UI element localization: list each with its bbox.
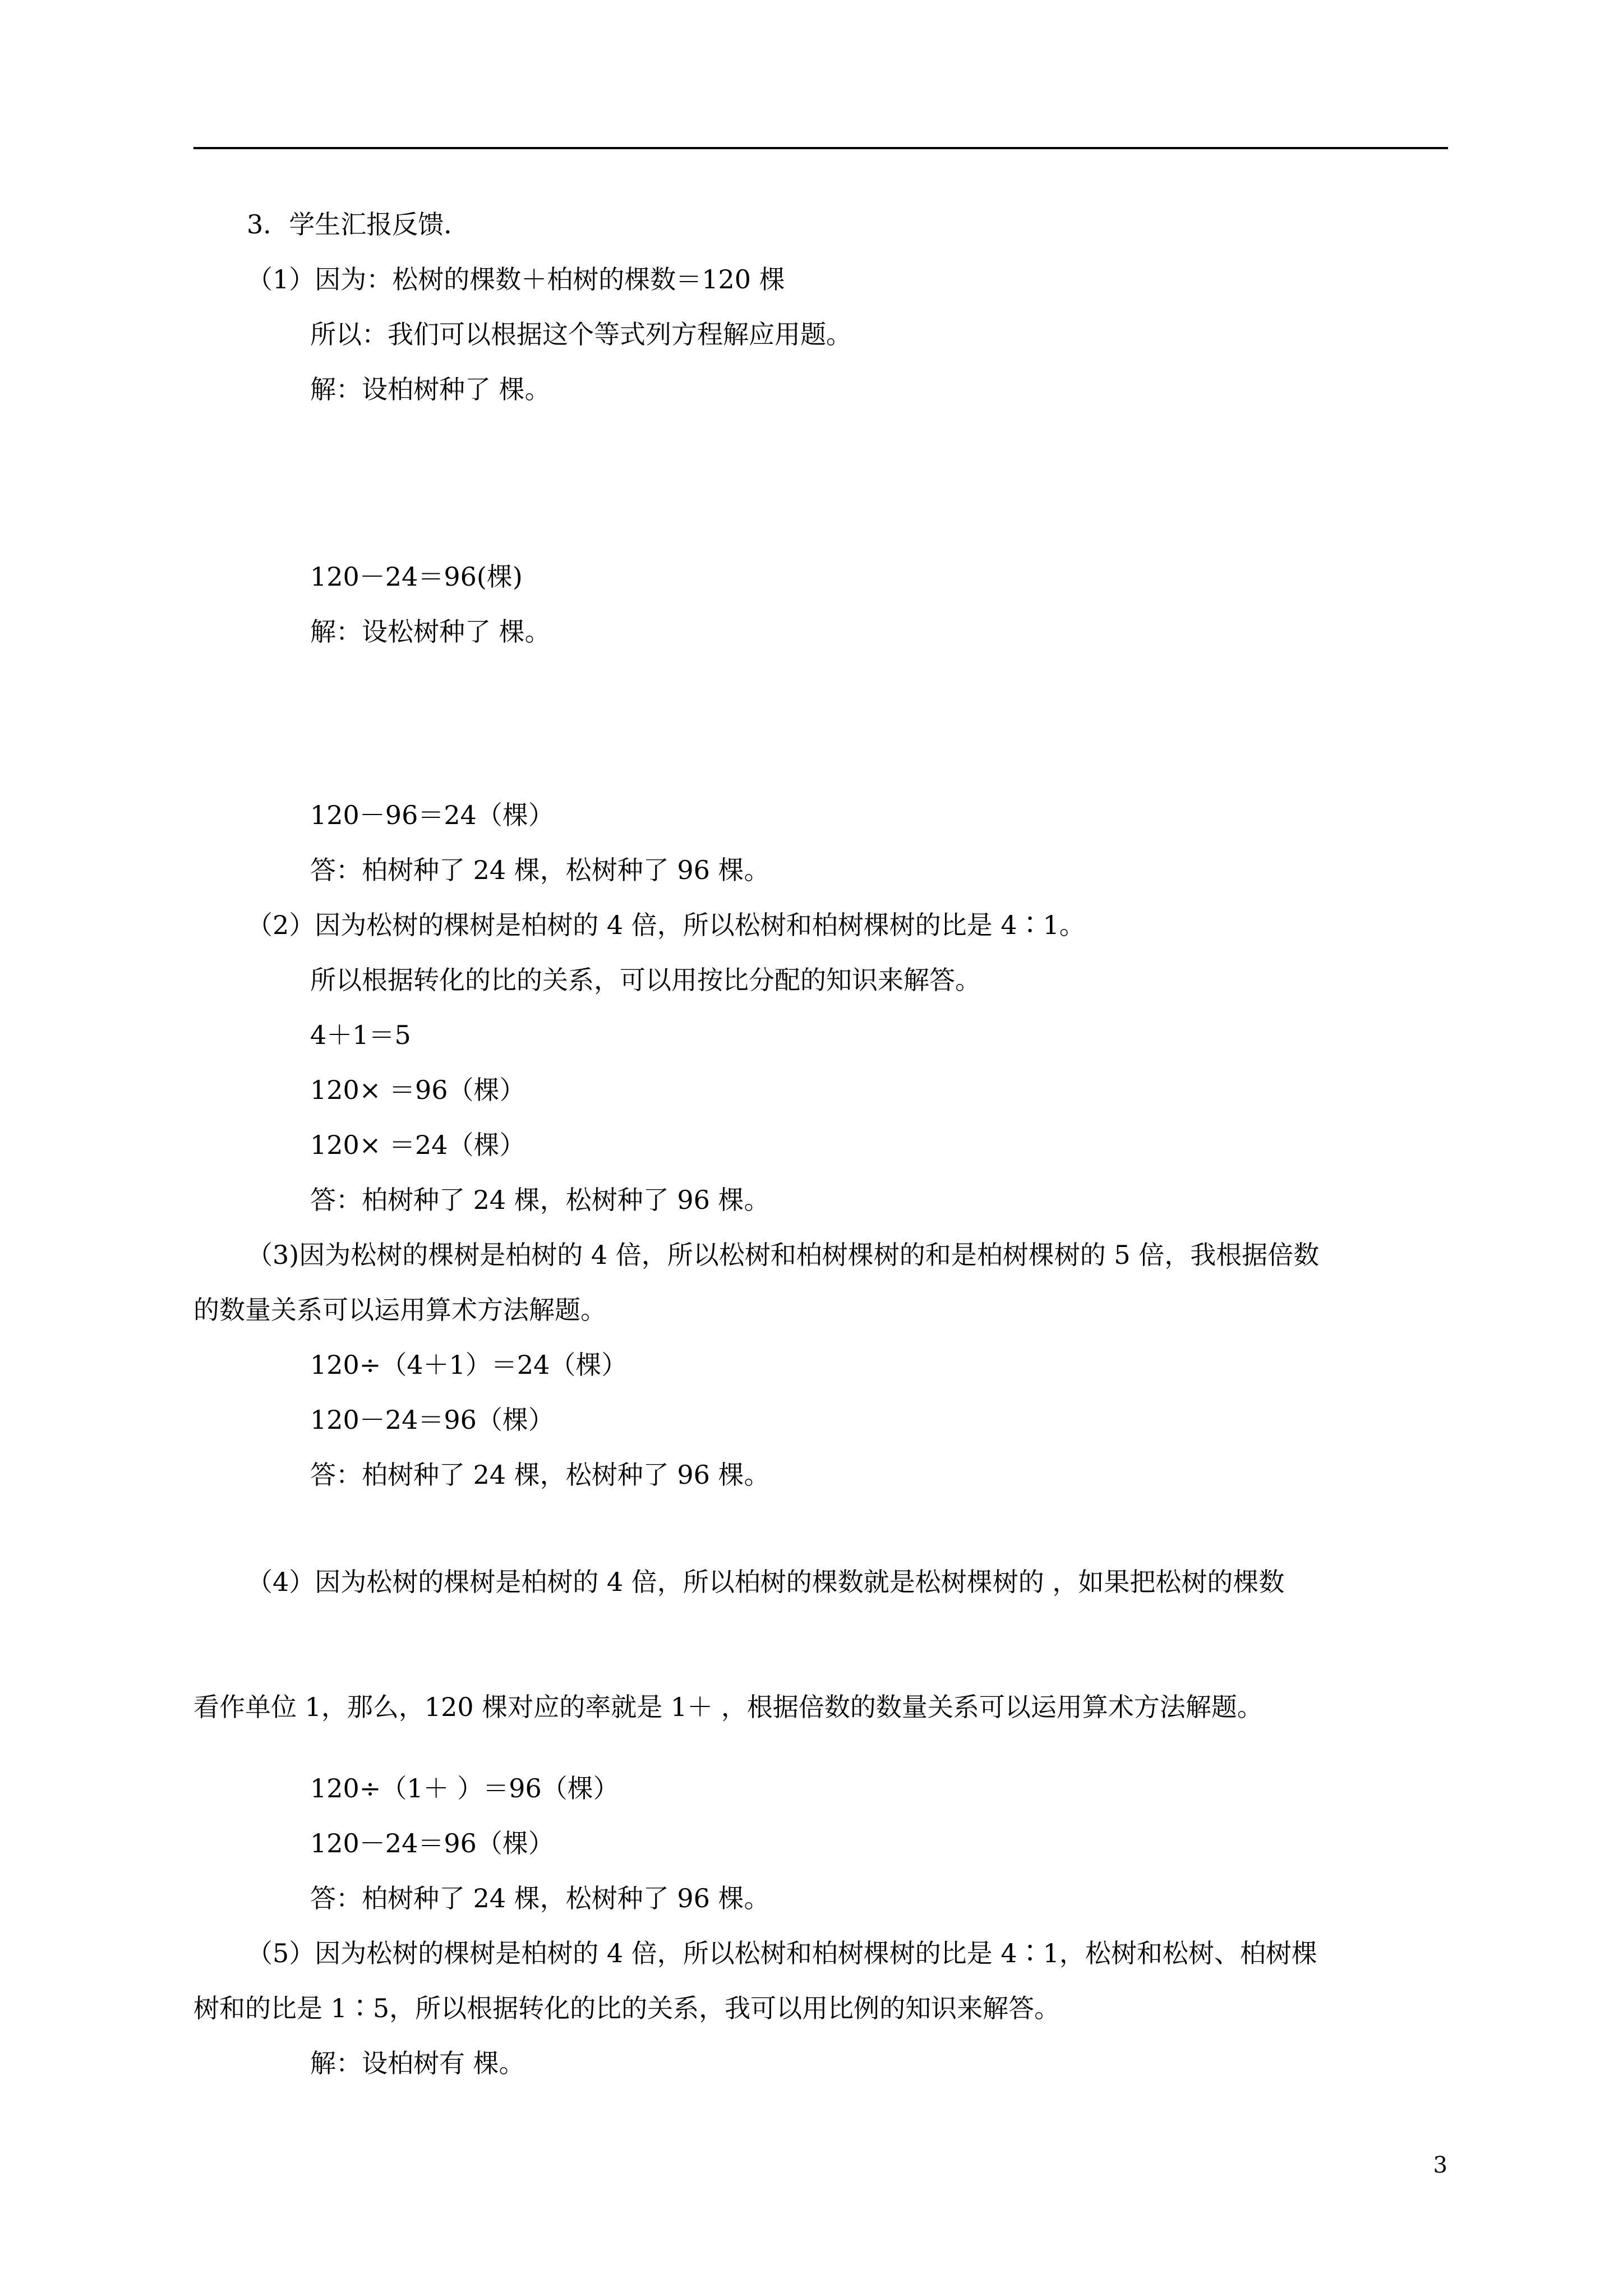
page-number: 3 (1433, 2152, 1447, 2178)
method-1-reason: （1）因为：松树的棵数＋柏树的棵数＝120 棵 (247, 264, 785, 295)
method-1-answer: 答：柏树种了 24 棵，松树种了 96 棵。 (310, 855, 770, 885)
method-4-reason-line-1: （4）因为松树的棵树是柏树的 4 倍，所以柏树的棵数就是松树棵树的 ，如果把松树的棵数 (247, 1567, 1285, 1597)
method-3-calc-1: 120÷（4＋1）＝24（棵） (310, 1350, 628, 1380)
method-5-reason-line-2: 树和的比是 1∶5，所以根据转化的比的关系，我可以用比例的知识来解答。 (193, 1993, 1061, 2023)
method-3-answer: 答：柏树种了 24 棵，松树种了 96 棵。 (310, 1460, 770, 1490)
method-2-calc-3: 120× ＝24（棵） (310, 1130, 525, 1160)
method-2-reason: （2）因为松树的棵树是柏树的 4 倍，所以松树和柏树棵树的比是 4∶1。 (247, 910, 1085, 940)
method-1-calc-1: 120－24＝96(棵) (310, 562, 523, 592)
method-1-let-pine: 解：设松树种了 棵。 (310, 616, 551, 647)
method-4-calc-1: 120÷（1＋ ）＝96（棵） (310, 1773, 619, 1803)
section-heading: 3．学生汇报反馈． (247, 209, 470, 240)
method-3-calc-2: 120－24＝96（棵） (310, 1405, 554, 1435)
method-3-reason-line-1: （3)因为松树的棵树是柏树的 4 倍，所以松树和柏树棵树的和是柏树棵树的 5 倍，我根据倍数 (247, 1240, 1320, 1270)
method-4-calc-2: 120－24＝96（棵） (310, 1828, 554, 1858)
method-5-reason-line-1: （5）因为松树的棵树是柏树的 4 倍，所以松树和柏树棵树的比是 4∶1，松树和松树、柏树棵 (247, 1938, 1317, 1968)
method-3-reason-line-2: 的数量关系可以运用算术方法解题。 (193, 1295, 606, 1325)
method-2-answer: 答：柏树种了 24 棵，松树种了 96 棵。 (310, 1185, 770, 1215)
header-rule (193, 147, 1448, 149)
method-5-let-cypress: 解：设柏树有 棵。 (310, 2048, 525, 2078)
method-1-conclusion: 所以：我们可以根据这个等式列方程解应用题。 (310, 319, 852, 349)
method-2-calc-1: 4＋1＝5 (310, 1020, 411, 1050)
method-2-calc-2: 120× ＝96（棵） (310, 1075, 525, 1105)
method-2-conclusion: 所以根据转化的比的关系，可以用按比分配的知识来解答。 (310, 965, 981, 995)
method-1-calc-2: 120－96＝24（棵） (310, 800, 554, 830)
method-1-let-cypress: 解：设柏树种了 棵。 (310, 374, 551, 404)
method-4-reason-line-2: 看作单位 1，那么，120 棵对应的率就是 1＋ ，根据倍数的数量关系可以运用算术方法解题。 (193, 1692, 1263, 1722)
method-4-answer: 答：柏树种了 24 棵，松树种了 96 棵。 (310, 1883, 770, 1913)
